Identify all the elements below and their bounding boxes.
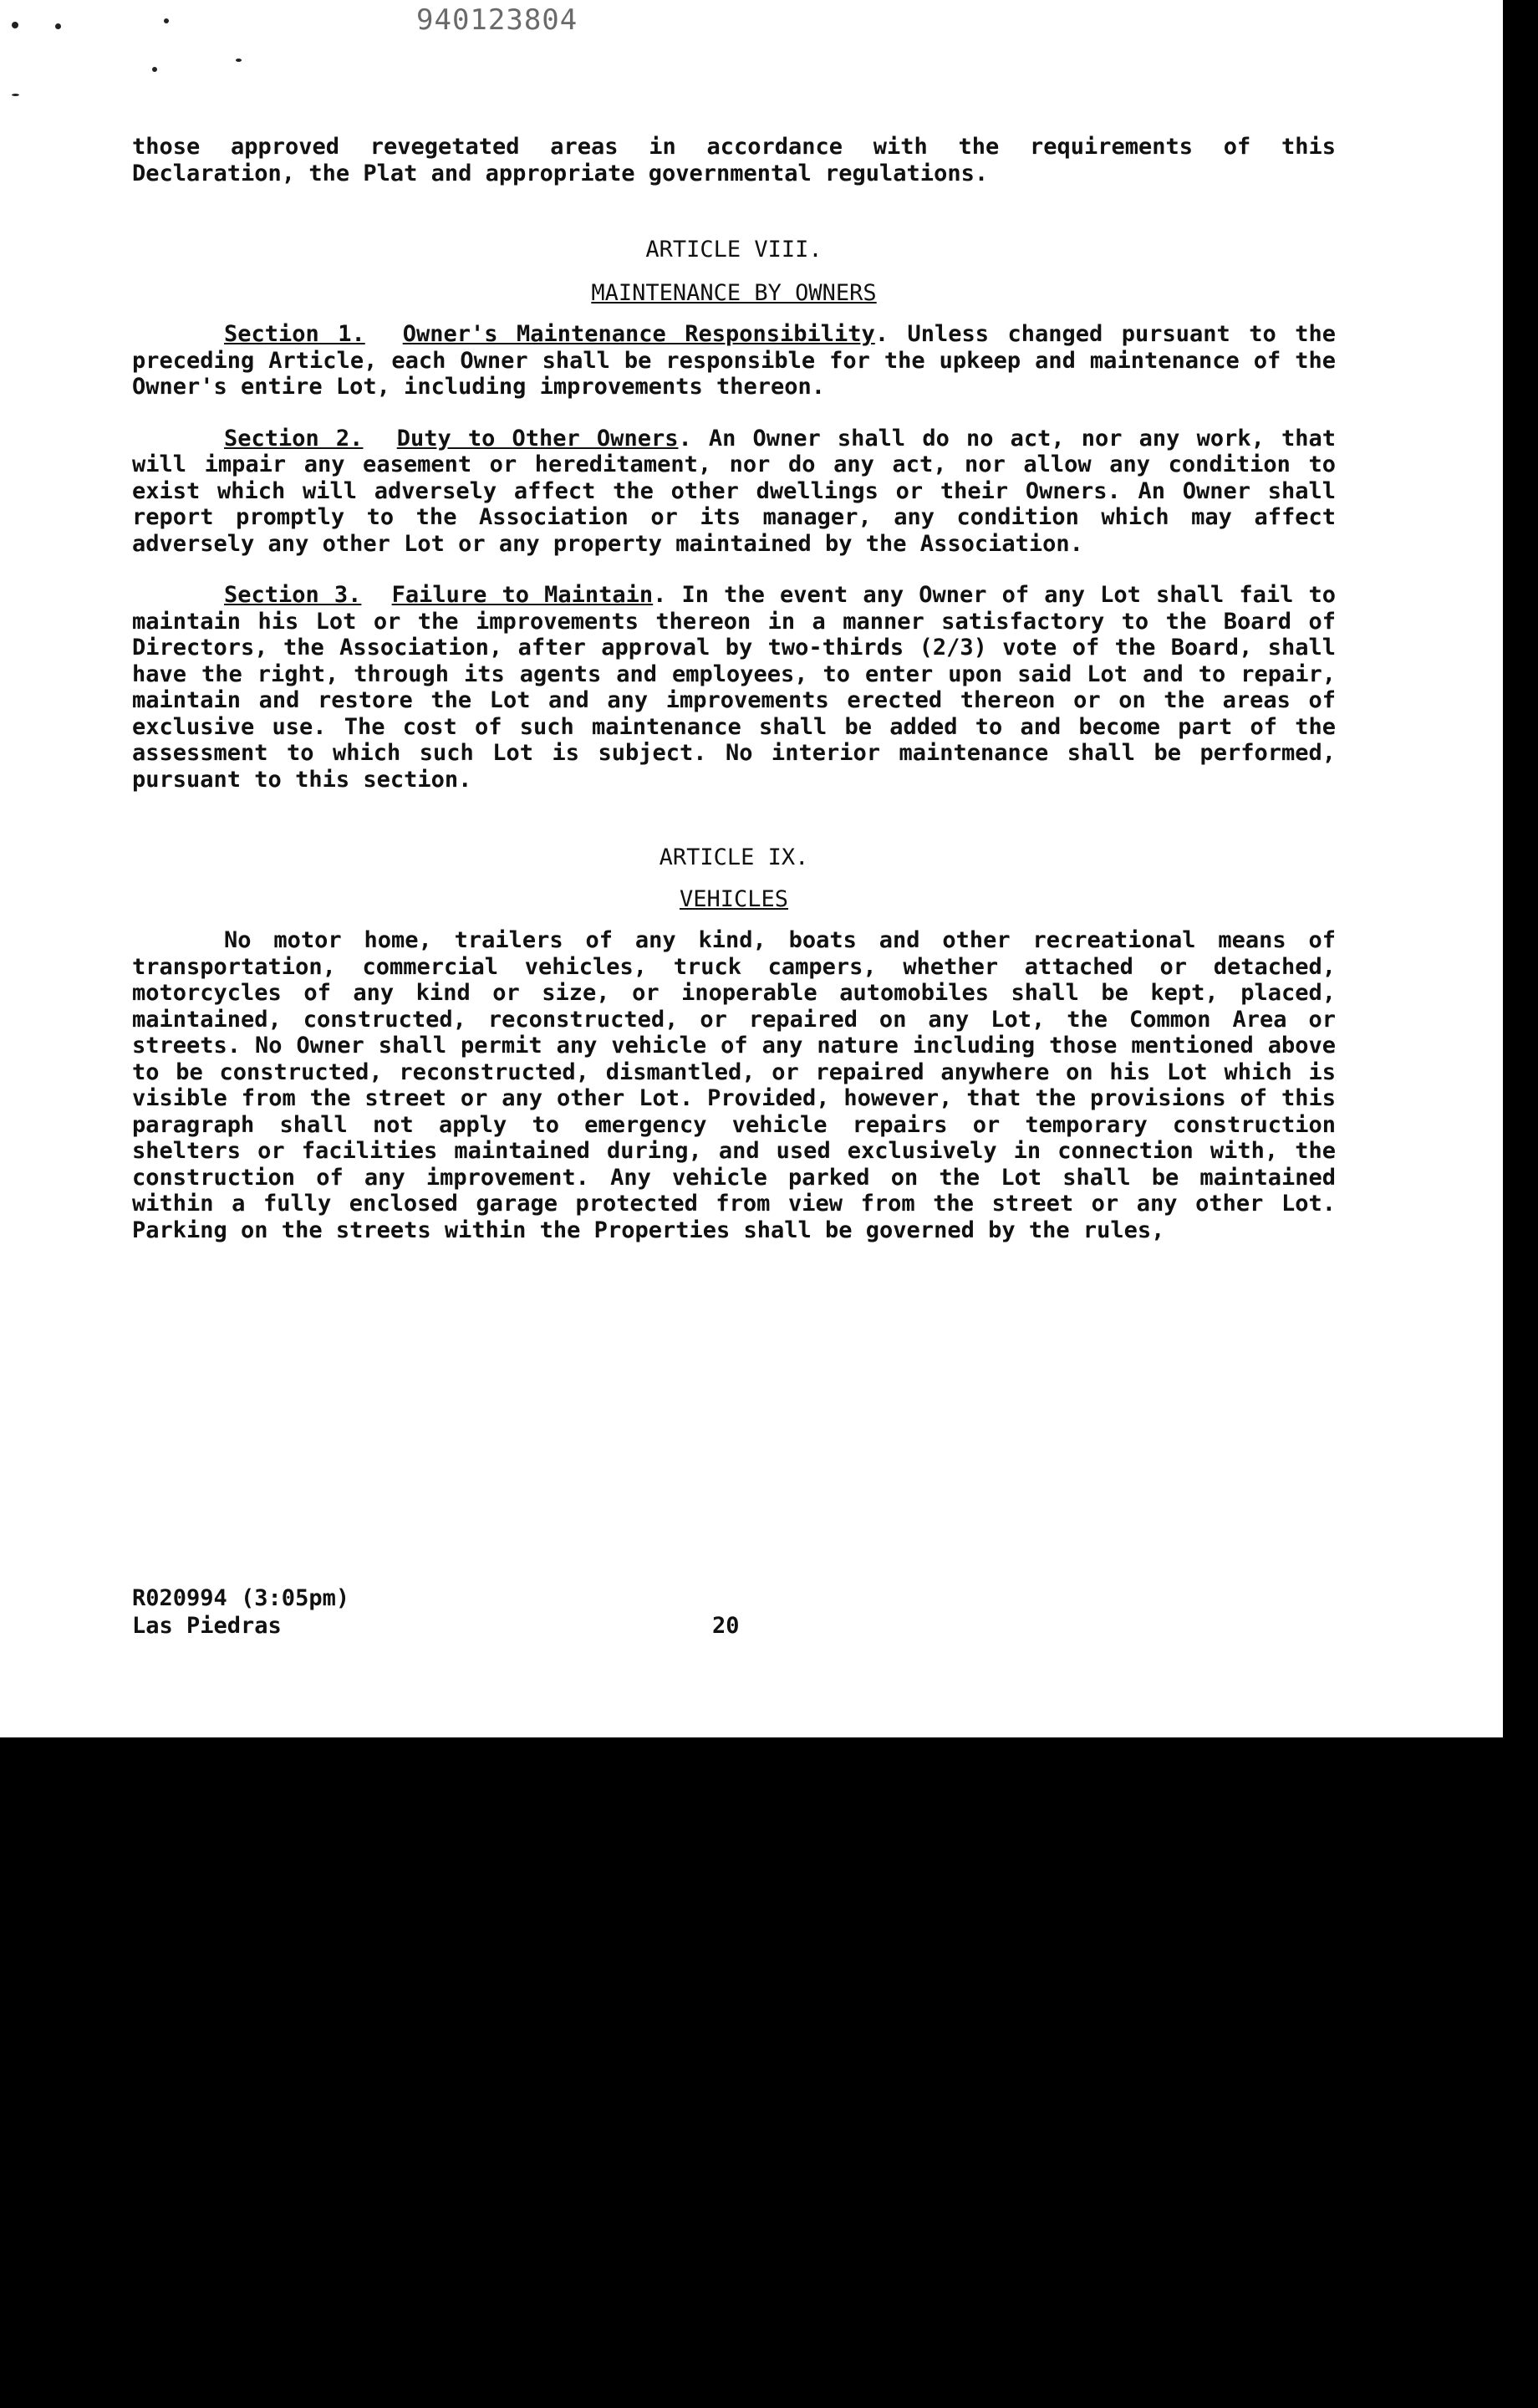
document-id-stamp: 940123804 [416, 3, 578, 37]
article-8-section-3 [132, 582, 1336, 793]
article-8-number: ARTICLE VIII. [645, 237, 822, 263]
section-3-label: Section 3. [224, 582, 362, 608]
scan-speck [12, 22, 18, 28]
section-3-heading: Failure to Maintain [391, 582, 654, 608]
footer-code: R020994 (3:05pm) [132, 1585, 350, 1611]
section-3-text: . In the event any Owner of any Lot shall fail to maintain his Lot or the improvements thereon in a manner satisfactory to the Board of Directors, the Association, after approval by two-thirds (2/3) vote of the Board, shall have the right, through its agents and employees, to enter upon said Lot and to repair, maintain and restore the Lot and any improvements erected thereon or on the areas of exclusive use. The cost of such maintenance shall be added to and become part of the assessment to which such Lot is subject. No interior maintenance shall be performed, pursuant to this section. [132, 582, 1336, 793]
section-1-text: . Unless changed pursuant to the preceding Article, each Owner shall be responsible for the upkeep and maintenance of the Owner's entire Lot, including improvements thereon. [132, 321, 1337, 400]
intro-paragraph: those approved revegetated areas in accordance with the requirements of this Declaration, the Plat and appropriate governmental regulations. [132, 134, 1336, 186]
article-8-title: MAINTENANCE BY OWNERS [591, 279, 877, 306]
section-2-label: Section 2. [224, 425, 364, 452]
article-8-section-2 [132, 426, 1336, 558]
article-9-title: VEHICLES [679, 885, 789, 912]
article-8-section-1 [132, 321, 1336, 400]
section-2-heading: Duty to Other Owners [396, 425, 679, 452]
document-body [132, 134, 1336, 1243]
scan-speck [12, 94, 19, 96]
section-2-text: . An Owner shall do no act, nor any work, that will impair any easement or hereditament, nor do any act, nor allow any condition to exist which will adversely affect the other dwellings or their Owners. An Owner shall report promptly to the Association or its manager, any condition which may affect adversely any other Lot or any property maintained by the Association. [132, 425, 1337, 557]
scan-speck [55, 23, 61, 29]
article-9-body: No motor home, trailers of any kind, boats and other recreational means of transportation, commercial vehicles, truck campers, whether attached or detached, motorcycles of any kind or size, or inoperable automobiles shall be kept, placed, maintained, constructed, reconstructed, or repaired on any Lot, the Common Area or streets. No Owner shall permit any vehicle of any nature including those mentioned above to be constructed, reconstructed, dismantled, or repaired anywhere on his Lot which is visible from the street or any other Lot. Provided, however, that the provisions of this paragraph shall not apply to emergency vehicle repairs or temporary construction shelters or facilities maintained during, and used exclusively in connection with, the construction of any improvement. Any vehicle parked on the Lot shall be maintained within a fully enclosed garage protected from view from the street or any other Lot. Parking on the streets within the Properties shall be governed by the rules, [132, 927, 1336, 1243]
section-1-heading: Owner's Maintenance Responsibility [402, 321, 875, 347]
page-footer [132, 1584, 1336, 1640]
scan-speck [164, 18, 169, 23]
footer-project: Las Piedras [132, 1613, 282, 1639]
page-number: 20 [712, 1613, 740, 1639]
article-9-number: ARTICLE IX. [659, 844, 809, 870]
scan-speck [236, 59, 242, 62]
scan-speck [152, 67, 157, 72]
section-1-label: Section 1. [224, 321, 365, 347]
